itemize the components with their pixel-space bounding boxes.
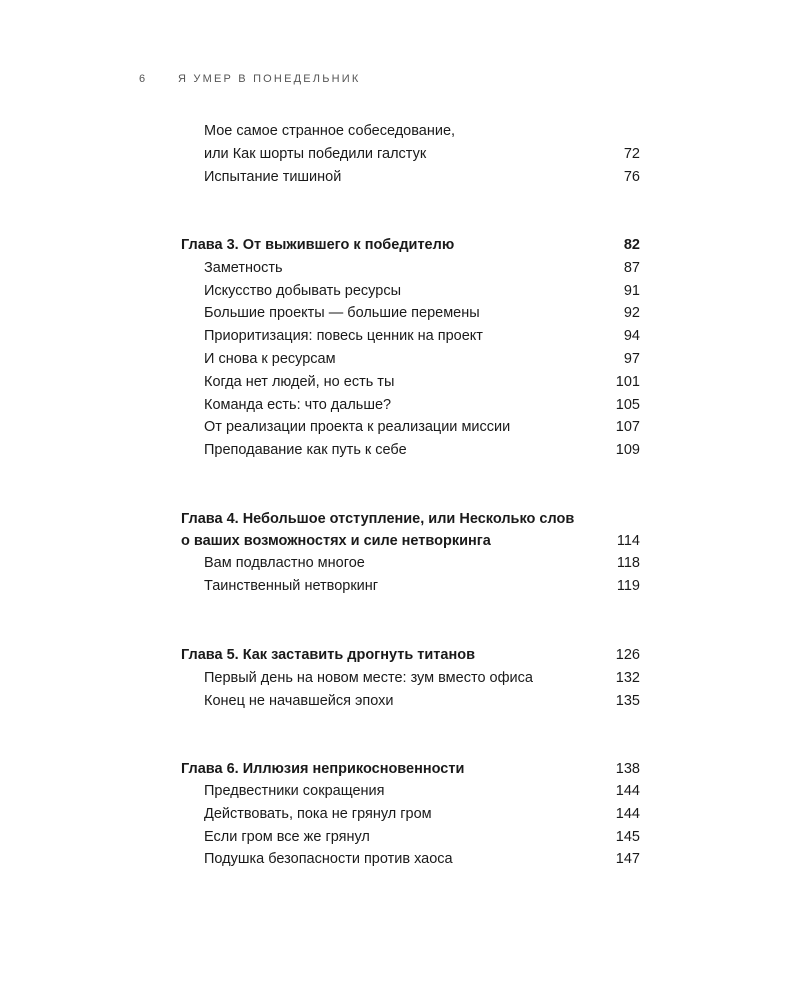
chapter-title: Глава 5. Как заставить дрогнуть титанов	[181, 647, 475, 663]
toc-entry	[204, 166, 640, 188]
toc-entry-page: 97	[623, 351, 640, 367]
chapter-page: 126	[615, 647, 640, 663]
toc-entry-title: Большие проекты — большие перемены	[204, 305, 480, 321]
toc-entry-page: 91	[623, 283, 640, 299]
toc-entry-page: 118	[616, 555, 640, 571]
toc-entry-page: 92	[623, 305, 640, 321]
toc-entry-page: 132	[615, 670, 640, 686]
toc-entry-title: Искусство добывать ресурсы	[204, 283, 402, 299]
chapter-page: 82	[623, 237, 640, 253]
chapter-6-heading	[181, 758, 640, 780]
chapter-title: о ваших возможностях и силе нетворкинга	[181, 533, 491, 549]
toc-entry-page: 144	[615, 806, 640, 822]
toc-entry	[204, 120, 640, 142]
toc-entry-title: Первый день на новом месте: зум вместо офиса	[204, 670, 533, 686]
toc-entry-page: 135	[615, 693, 640, 709]
toc-entry-page: 145	[615, 829, 640, 845]
toc-entry-title: Когда нет людей, но есть ты	[204, 374, 395, 390]
chapter-title: Глава 4. Небольшое отступление, или Несколько слов	[181, 511, 575, 527]
toc-entry-page: 147	[615, 851, 640, 867]
toc-entry	[204, 302, 640, 324]
toc-entry-title: Испытание тишиной	[204, 169, 342, 185]
toc-entry-page: 144	[615, 783, 640, 799]
toc-entry	[204, 552, 640, 574]
toc-entry-title: Таинственный нетворкинг	[204, 578, 379, 594]
toc-entry	[204, 280, 640, 302]
toc-entry	[204, 575, 640, 597]
toc-entry-title: Подушка безопасности против хаоса	[204, 851, 453, 867]
toc-entry-title: Если гром все же грянул	[204, 829, 370, 845]
chapter-4-heading-line1	[181, 508, 640, 530]
toc-entry-title: Команда есть: что дальше?	[204, 397, 392, 413]
chapter-3-heading	[181, 234, 640, 256]
page-number: 6	[139, 73, 147, 85]
toc-entry-page: 109	[615, 442, 640, 458]
toc-entry-page: 76	[623, 169, 640, 185]
toc-entry-title: Конец не начавшейся эпохи	[204, 693, 394, 709]
toc-entry	[204, 257, 640, 279]
toc-entry-title: Преподавание как путь к себе	[204, 442, 407, 458]
toc-entry	[204, 325, 640, 347]
toc-entry-page: 94	[623, 328, 640, 344]
toc-entry-title: Предвестники сокращения	[204, 783, 385, 799]
running-header	[0, 73, 800, 89]
toc-entry	[204, 780, 640, 802]
chapter-page: 138	[615, 761, 640, 777]
toc-entry-title: Приоритизация: повесь ценник на проект	[204, 328, 483, 344]
book-title: Я УМЕР В ПОНЕДЕЛЬНИК	[178, 73, 361, 85]
chapter-4-heading-line2	[181, 530, 640, 552]
toc-entry-page: 107	[615, 419, 640, 435]
toc-entry-page: 72	[623, 146, 640, 162]
chapter-title: Глава 6. Иллюзия неприкосновенности	[181, 761, 465, 777]
chapter-page: 114	[616, 533, 640, 549]
toc-entry	[204, 667, 640, 689]
toc-entry-page: 87	[623, 260, 640, 276]
toc-entry	[204, 348, 640, 370]
toc-entry-title: Мое самое странное собеседование,	[204, 123, 456, 139]
chapter-5-heading	[181, 644, 640, 666]
toc-entry-title: И снова к ресурсам	[204, 351, 336, 367]
toc-entry-title: Действовать, пока не грянул гром	[204, 806, 432, 822]
toc-entry-page: 119	[616, 578, 640, 594]
toc-entry-page: 101	[615, 374, 640, 390]
toc-entry	[204, 439, 640, 461]
chapter-title: Глава 3. От выжившего к победителю	[181, 237, 455, 253]
toc-entry	[204, 371, 640, 393]
toc-entry	[204, 690, 640, 712]
toc-entry	[204, 143, 640, 165]
toc-entry	[204, 848, 640, 870]
toc-entry	[204, 826, 640, 848]
toc-entry-title: Заметность	[204, 260, 283, 276]
toc-entry-page: 105	[615, 397, 640, 413]
toc-entry	[204, 394, 640, 416]
toc-entry-title: От реализации проекта к реализации миссии	[204, 419, 511, 435]
toc-entry	[204, 416, 640, 438]
toc-entry-title: Вам подвластно многое	[204, 555, 365, 571]
toc-entry	[204, 803, 640, 825]
toc-entry-title: или Как шорты победили галстук	[204, 146, 427, 162]
